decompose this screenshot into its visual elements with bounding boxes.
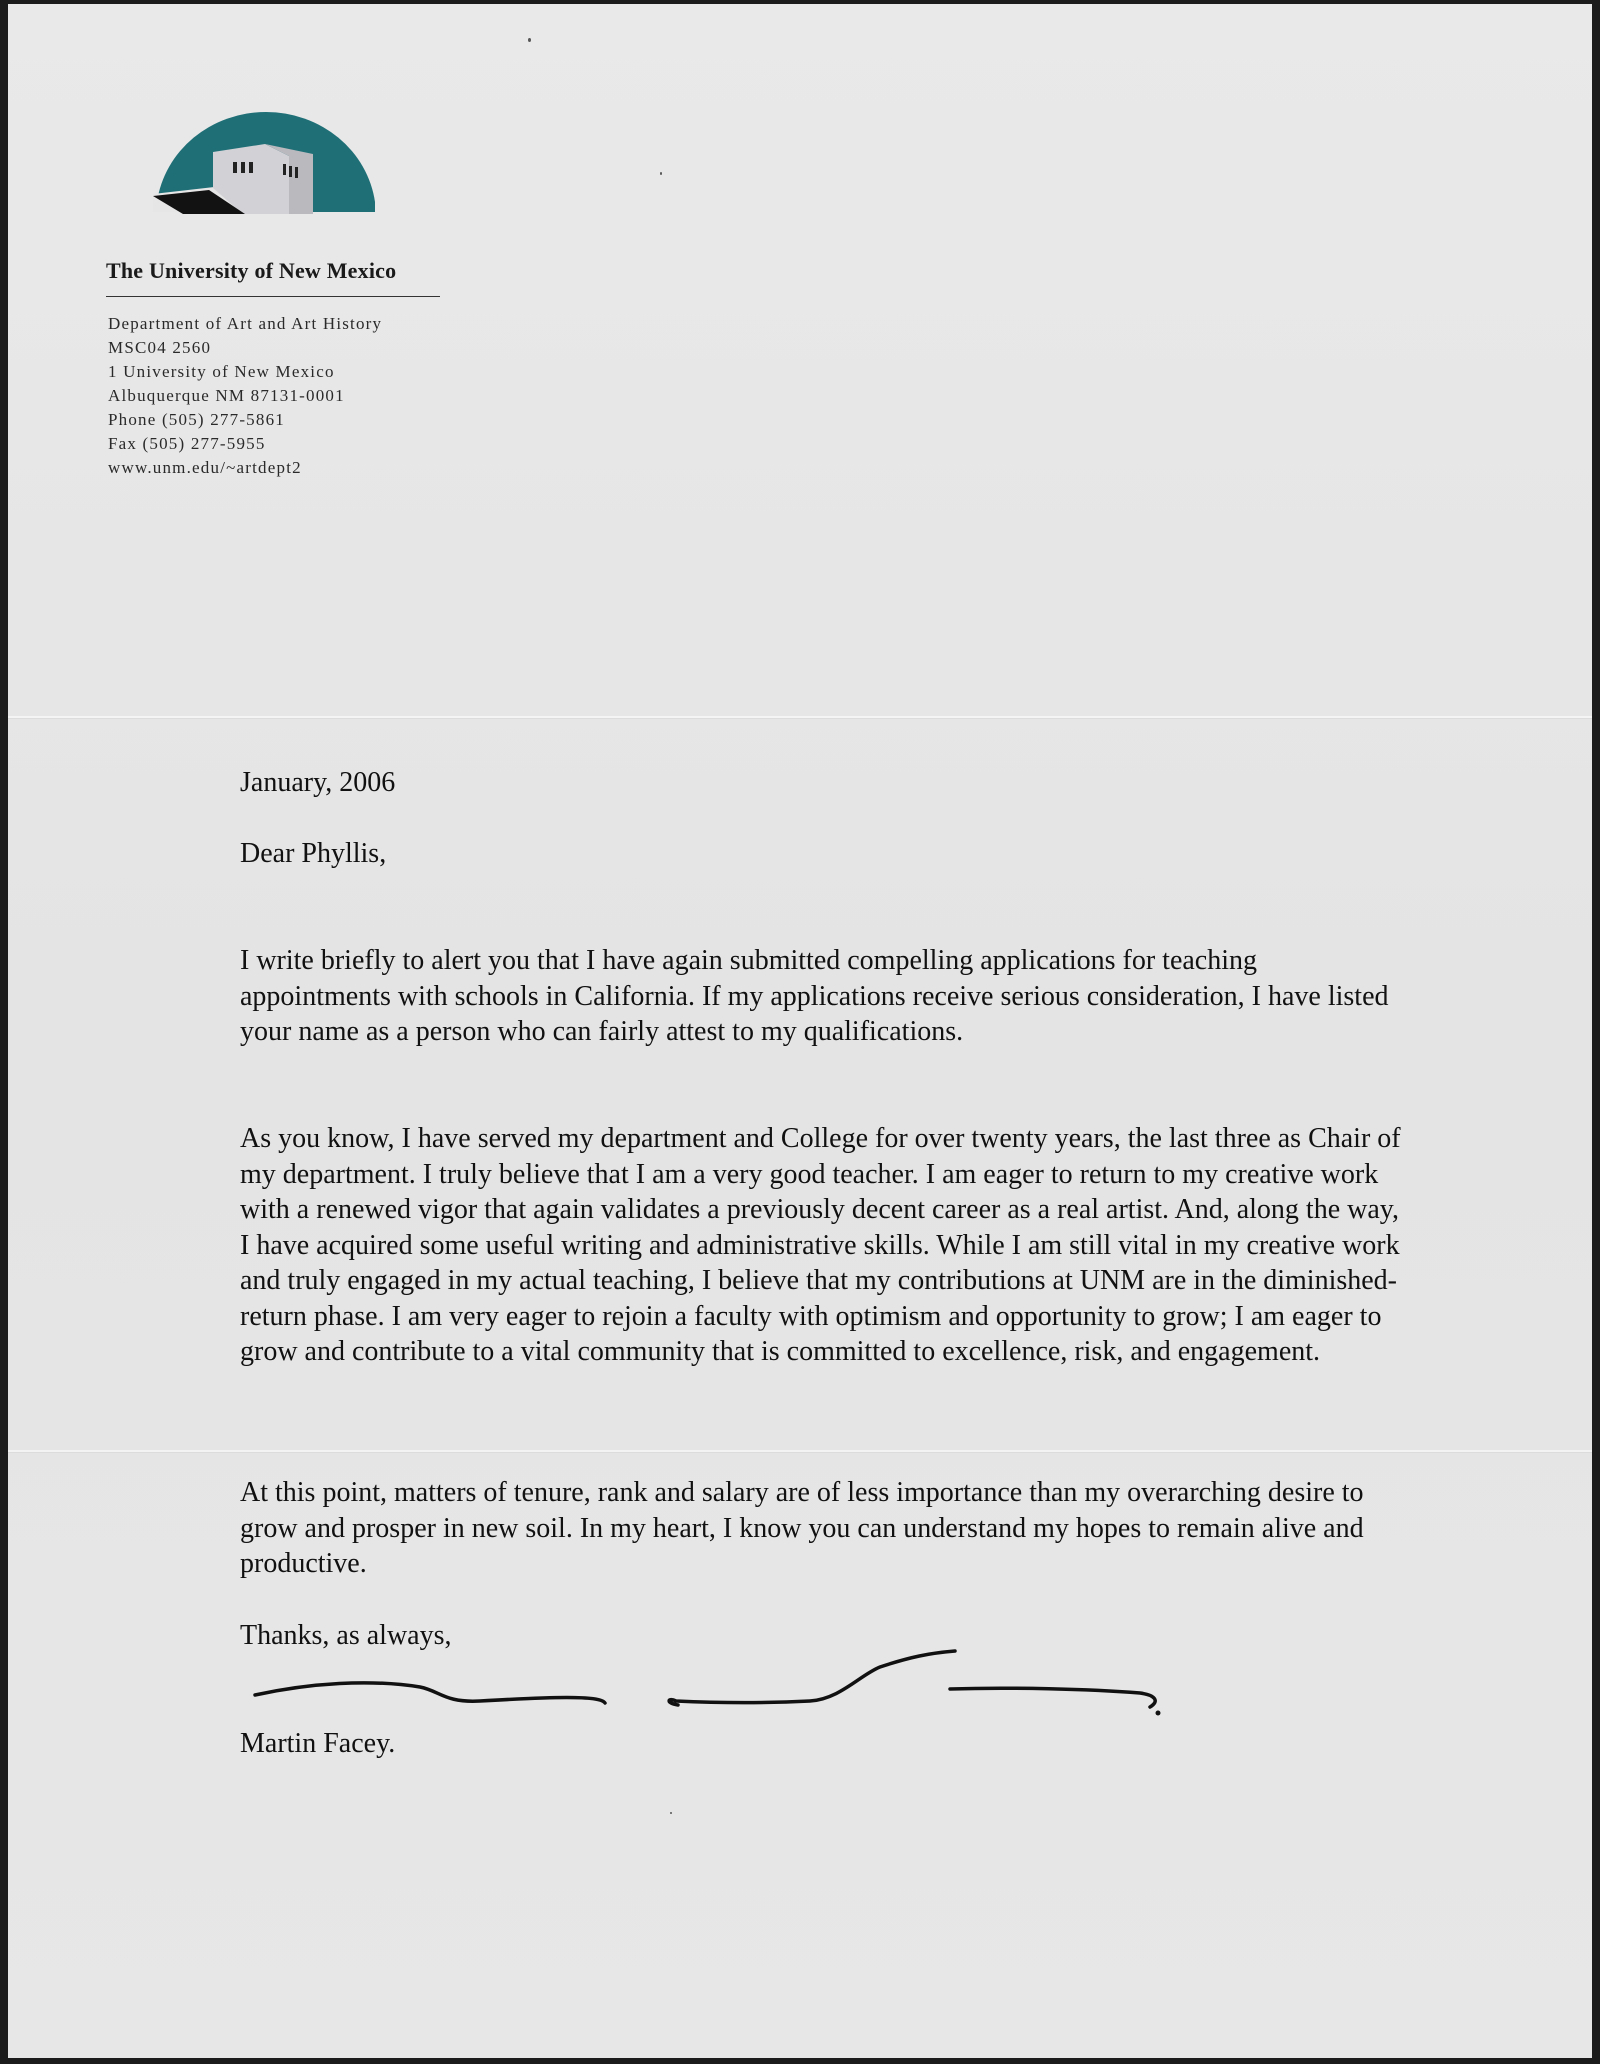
signature-stroke <box>950 1688 1155 1707</box>
letter-salutation: Dear Phyllis, <box>240 838 387 869</box>
letterhead-address <box>108 312 382 480</box>
letter-closing: Thanks, as always, <box>240 1620 452 1651</box>
university-name: The University of New Mexico <box>106 258 397 283</box>
logo-window <box>283 164 286 175</box>
address-fax: Fax (505) 277-5955 <box>108 434 266 453</box>
logo-window <box>241 162 245 173</box>
letter-signer: Martin Facey. <box>240 1728 396 1759</box>
paper-speck <box>660 172 662 175</box>
paper-speck <box>670 1812 672 1814</box>
address-department: Department of Art and Art History <box>108 314 383 333</box>
signature-dot <box>1156 1711 1161 1716</box>
address-phone: Phone (505) 277-5861 <box>108 410 285 429</box>
address-street: 1 University of New Mexico <box>108 362 335 381</box>
logo-window <box>233 162 237 173</box>
paragraph-1: I write briefly to alert you that I have again submitted compelling applications for teaching appointments with schools in California. If my applications receive serious consideration, I have listed your name as a person who can fairly attest to my qualifications. <box>240 945 1389 1047</box>
paragraph-2: As you know, I have served my department and College for over twenty years, the last three as Chair of my department. I truly believe that I am a very good teacher. I am eager to return to my creative work with a renewed vigor that again validates a previously decent career as a real artist. And, along the way, I have acquired some useful writing and administrative skills. While I am still vital in my creative work and truly engaged in my actual teaching, I believe that my contributions at UNM are in the diminished-return phase. I am very eager to rejoin a faculty with optimism and opportunity to grow; I am eager to grow and contribute to a vital community that is committed to excellence, risk, and engagement. <box>240 1123 1401 1367</box>
logo-window <box>295 167 298 178</box>
logo-window <box>249 162 253 173</box>
address-mailstop: MSC04 2560 <box>108 338 212 357</box>
letter-date: January, 2006 <box>240 767 396 798</box>
letterhead-rule <box>106 296 440 297</box>
university-logo <box>153 104 379 214</box>
address-city: Albuquerque NM 87131-0001 <box>108 386 345 405</box>
logo-window <box>289 166 292 177</box>
signature-stroke <box>669 1651 955 1705</box>
paragraph-3: At this point, matters of tenure, rank and salary are of less importance than my overarching desire to grow and prosper in new soil. In my heart, I know you can understand my hopes to remain alive and productive. <box>240 1477 1364 1579</box>
paper-speck <box>528 38 531 42</box>
signature-stroke <box>255 1683 605 1703</box>
address-website: www.unm.edu/~artdept2 <box>108 458 302 477</box>
fold-line-upper <box>8 716 1592 718</box>
fold-line-lower <box>8 1450 1592 1452</box>
handwritten-signature <box>250 1645 1210 1725</box>
